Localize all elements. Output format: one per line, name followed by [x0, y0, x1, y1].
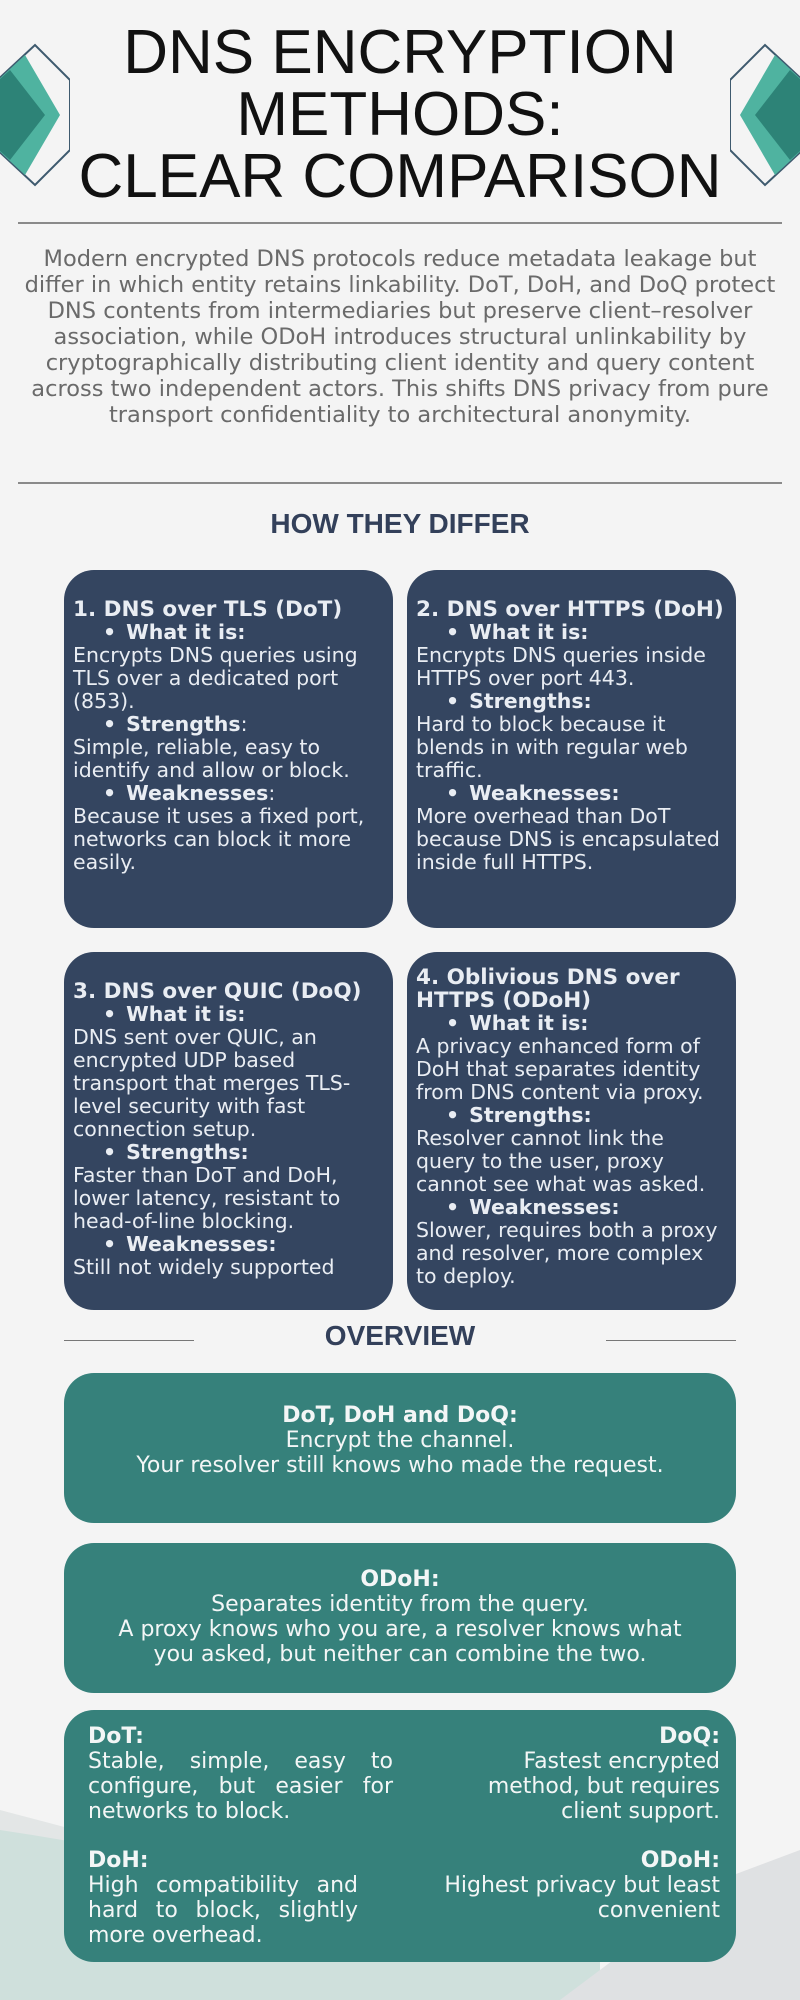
- card-doq: [64, 952, 393, 1310]
- summary-doh: [88, 1848, 358, 1948]
- overview-box-line: A proxy knows who you are, a resolver knows what you asked, but neither can combine the two.: [118, 1617, 682, 1667]
- summary-odoh-label: ODoH:: [640, 1848, 720, 1873]
- page-title: [0, 18, 800, 211]
- how-they-differ-heading: HOW THEY DIFFER: [270, 508, 530, 539]
- summary-box: [64, 1710, 736, 1962]
- intro-divider: [18, 482, 782, 484]
- strengths-label: [73, 1141, 383, 1164]
- overview-right-rule: [606, 1340, 736, 1341]
- strengths-label-text: Strengths: [126, 712, 241, 736]
- weaknesses-label-text: Weaknesses: [126, 781, 269, 805]
- summary-dot-label: DoT:: [88, 1724, 144, 1749]
- strengths-text: Resolver cannot link the query to the user, proxy cannot see what was asked.: [416, 1126, 706, 1196]
- card-dot: [64, 570, 393, 928]
- summary-doq: [460, 1724, 720, 1824]
- what-it-is-text: Encrypts DNS queries inside HTTPS over port 443.: [416, 643, 706, 690]
- intro-paragraph: Modern encrypted DNS protocols reduce metadata leakage but differ in which entity retains linkability. DoT, DoH, and DoQ protect DNS contents from intermediaries but preserve client–resolver association, while ODoH introduces structural unlinkability by cryptographically distributing client identity and query content across two independent actors. This shifts DNS privacy from pure transport confidentiality to architectural anonymity.: [24, 246, 776, 428]
- strengths-label: [73, 713, 383, 736]
- weaknesses-text: Because it uses a fixed port, networks can block it more easily.: [73, 804, 365, 874]
- strengths-text: Faster than DoT and DoH, lower latency, resistant to head-of-line blocking.: [73, 1163, 341, 1233]
- summary-doh-label: DoH:: [88, 1848, 149, 1873]
- weaknesses-label-text: Weaknesses:: [469, 1195, 620, 1219]
- what-it-is-label: • What it is:: [73, 1003, 383, 1026]
- what-it-is-text: Encrypts DNS queries using TLS over a dedicated port (853).: [73, 643, 358, 713]
- weaknesses-label: [73, 1233, 383, 1256]
- what-it-is-text: DNS sent over QUIC, an encrypted UDP based transport that merges TLS-level security with fast connection setup.: [73, 1025, 351, 1141]
- strengths-label-text: Strengths:: [126, 1140, 249, 1164]
- summary-doq-label: DoQ:: [659, 1724, 720, 1749]
- card-doh: [407, 570, 736, 928]
- strengths-colon: :: [240, 712, 248, 736]
- summary-doq-text: Fastest encrypted method, but requires client support.: [487, 1749, 720, 1824]
- title-line-2: METHODS:: [236, 80, 564, 149]
- weaknesses-text: More overhead than DoT because DNS is encapsulated inside full HTTPS.: [416, 804, 720, 874]
- overview-box-line: Your resolver still knows who made the request.: [136, 1453, 664, 1478]
- strengths-text: Hard to block because it blends in with regular web traffic.: [416, 712, 688, 782]
- card-title: 3. DNS over QUIC (DoQ): [73, 979, 362, 1004]
- card-title: 1. DNS over TLS (DoT): [73, 597, 343, 622]
- summary-odoh-text: Highest privacy but least convenient: [444, 1873, 720, 1923]
- overview-box-title: ODoH:: [360, 1567, 440, 1592]
- card-title: 2. DNS over HTTPS (DoH): [416, 597, 724, 622]
- title-divider: [18, 222, 782, 224]
- strengths-label: [416, 1104, 726, 1127]
- title-line-3: CLEAR COMPARISON: [78, 142, 722, 211]
- card-odoh: [407, 952, 736, 1310]
- weaknesses-label-text: Weaknesses:: [126, 1232, 277, 1256]
- overview-box-title: DoT, DoH and DoQ:: [282, 1403, 518, 1428]
- summary-odoh: [420, 1848, 720, 1923]
- overview-box-dot-doh-doq: [64, 1373, 736, 1523]
- weaknesses-text: Slower, requires both a proxy and resolver, more complex to deploy.: [416, 1218, 718, 1288]
- weaknesses-colon: :: [268, 781, 276, 805]
- overview-box-line: Separates identity from the query.: [211, 1592, 589, 1617]
- strengths-label-text: Strengths:: [469, 689, 592, 713]
- overview-heading: OVERVIEW: [324, 1320, 476, 1351]
- weaknesses-label-text: Weaknesses:: [469, 781, 620, 805]
- what-it-is-label: • What it is:: [73, 621, 383, 644]
- title-line-1: DNS ENCRYPTION: [123, 18, 677, 87]
- weaknesses-text: Still not widely supported: [73, 1255, 335, 1279]
- overview-box-odoh: [64, 1543, 736, 1693]
- what-it-is-text: A privacy enhanced form of DoH that separates identity from DNS content via proxy.: [416, 1034, 704, 1104]
- what-it-is-label: • What it is:: [416, 621, 726, 644]
- strengths-text: Simple, reliable, easy to identify and allow or block.: [73, 735, 350, 782]
- summary-doh-text: High compatibility and hard to block, slightly more overhead.: [88, 1873, 358, 1948]
- strengths-label-text: Strengths:: [469, 1103, 592, 1127]
- card-title: 4. Oblivious DNS over HTTPS (ODoH): [416, 965, 680, 1013]
- summary-dot-text: Stable, simple, easy to configure, but easier for networks to block.: [88, 1749, 393, 1824]
- summary-dot: [88, 1724, 393, 1824]
- weaknesses-label: [416, 1196, 726, 1219]
- weaknesses-label: [73, 782, 383, 805]
- overview-box-line: Encrypt the channel.: [285, 1428, 515, 1453]
- what-it-is-label: • What it is:: [416, 1012, 726, 1035]
- weaknesses-label: [416, 782, 726, 805]
- strengths-label: [416, 690, 726, 713]
